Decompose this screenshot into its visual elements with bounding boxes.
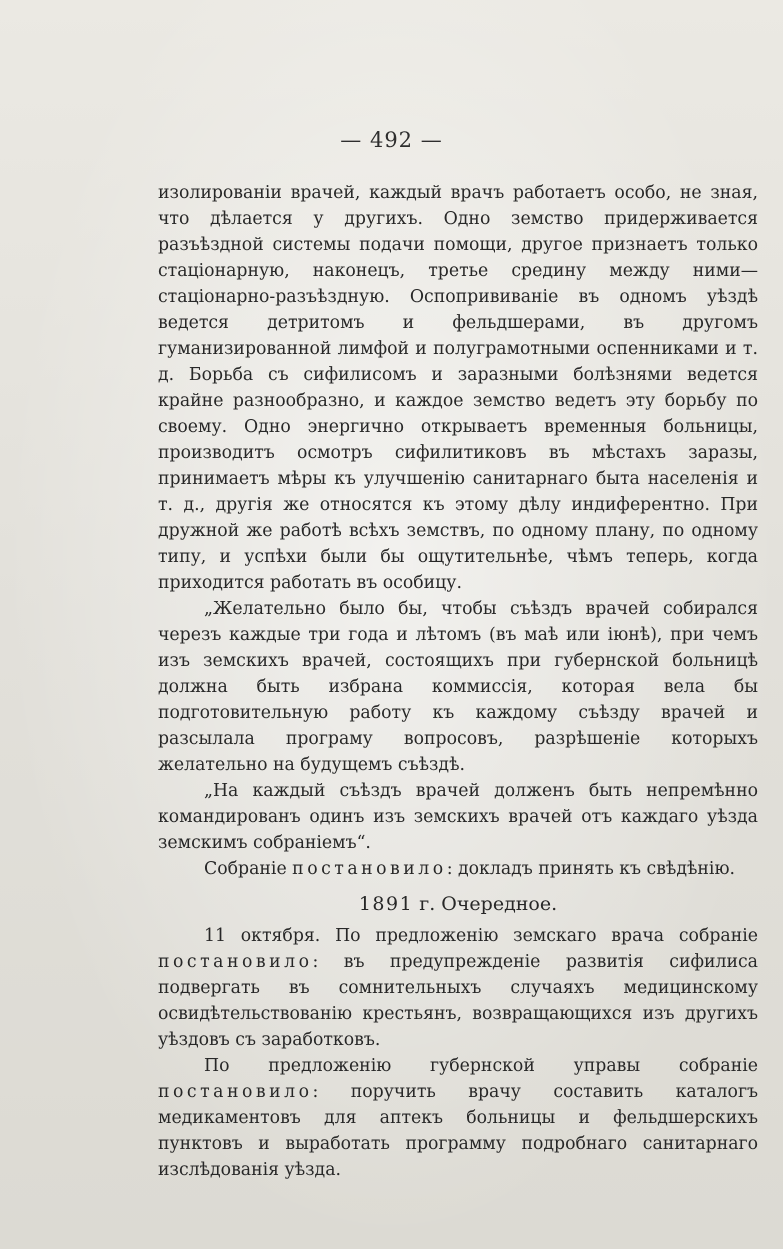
paragraph-6-start: По предложенію губернской управы собраніе	[204, 1056, 758, 1076]
paragraph-5-end: : въ предупрежденіе развитія сифилиса подвергать въ сомнительныхъ случаяхъ медицинскому освидѣтельствованію крестьянъ, возвращающихся изъ другихъ уѣздовъ съ заработковъ.	[158, 952, 758, 1050]
paragraph-4-spaced: постановило	[292, 859, 447, 879]
paragraph-6	[158, 1053, 758, 1183]
section-title: г. Очередное.	[413, 893, 558, 915]
paragraph-5-spaced: постановило	[158, 952, 313, 972]
paragraph-3: „На каждый съѣздъ врачей долженъ быть непремѣнно командированъ одинъ изъ земскихъ врачей отъ каждаго уѣзда земскимъ собраніемъ“.	[158, 781, 758, 853]
page-body	[158, 180, 758, 1183]
paragraph-6-end: : поручить врачу составить каталогъ медикаментовъ для аптекъ больницы и фельдшерскихъ пунктовъ и выработать программу подробнаго санитарнаго изслѣдованія уѣзда.	[158, 1082, 758, 1180]
paragraph-1: изолированіи врачей, каждый врачъ работаетъ особо, не зная, что дѣлается у другихъ. Одно земство придерживается разъѣздной системы подачи помощи, другое признаетъ только стаціонарную, наконецъ, третье средину между ними—стаціонарно-разъѣздную. Оспопрививаніе въ одномъ уѣздѣ ведется детритомъ и фельдшерами, въ другомъ гуманизированной лимфой и полуграмотными оспенниками и т. д. Борьба съ сифилисомъ и заразными болѣзнями ведется крайне разнообразно, и каждое земство ведетъ эту борьбу по своему. Одно энергично открываетъ временныя больницы, производитъ осмотръ сифилитиковъ въ мѣстахъ заразы, принимаетъ мѣры къ улучшенію санитарнаго быта населенія и т. д., другія же относятся къ этому дѣлу индиферентно. При дружной же работѣ всѣхъ земствъ, по одному плану, по одному типу, и успѣхи были бы ощутительнѣе, чѣмъ теперь, когда приходится работать въ особицу.	[158, 183, 758, 593]
paragraph-5	[158, 923, 758, 1053]
paragraph-4-end: : докладъ принять къ свѣдѣнію.	[446, 859, 736, 879]
paragraph-4	[158, 856, 758, 882]
paragraph-5-start: 11 октября. По предложенію земскаго врача собраніе	[204, 926, 758, 946]
paragraph-4-start: Собраніе	[204, 859, 293, 879]
paragraph-2: „Желательно было бы, чтобы съѣздъ врачей собирался черезъ каждые три года и лѣтомъ (въ маѣ или іюнѣ), при чемъ изъ земскихъ врачей, состоящихъ при губернской больницѣ должна быть избрана коммиссія, которая вела бы подготовительную работу къ каждому съѣзду врачей и разсылала програму вопросовъ, разрѣшеніе которыхъ желательно на будущемъ съѣздѣ.	[158, 599, 758, 775]
paragraph-6-spaced: постановило	[158, 1082, 313, 1102]
section-heading	[158, 891, 758, 917]
page-number: — 492 —	[340, 128, 443, 152]
section-year: 1891	[358, 893, 414, 915]
